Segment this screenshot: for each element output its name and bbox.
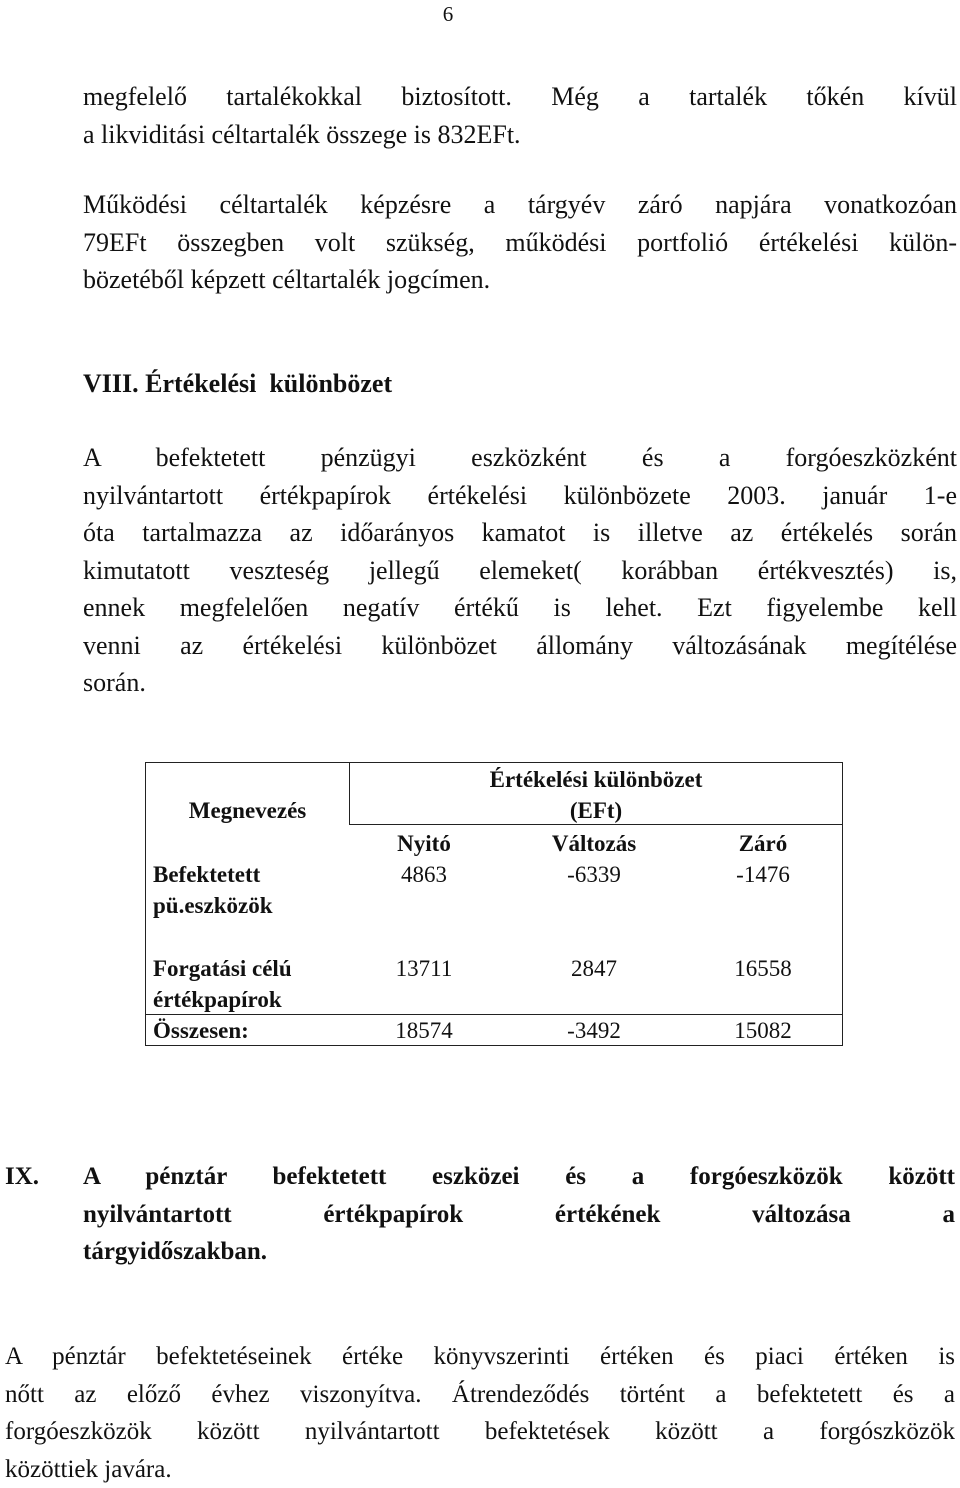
section-heading-ix (83, 1158, 955, 1271)
table-divider (349, 824, 842, 825)
column-header-change: Változás (511, 831, 677, 857)
section-number-ix: IX. (5, 1158, 75, 1196)
table-cell: 13711 (361, 956, 487, 982)
text-line: A pénztár befektetéseinek értéke könyvszerinti értéken és piaci értéken is (5, 1338, 955, 1376)
text-line: nyilvántartott értékpapírok értékelési különbözete 2003. január 1-e (83, 477, 957, 515)
section-title: Értékelési különbözet (145, 369, 392, 398)
table-cell: 18574 (361, 1018, 487, 1044)
table-divider (146, 1014, 842, 1015)
text-line: a likviditási céltartalék összege is 832EFt. (83, 116, 957, 154)
table-cell: -1476 (688, 862, 838, 888)
text-line: venni az értékelési különbözet állomány változásának megítélése (83, 627, 957, 665)
text-line: kimutatott veszteség jellegű elemeket( korábban értékvesztés) is, (83, 552, 957, 590)
valuation-difference-table (145, 762, 843, 1046)
row-label: Forgatási célú (153, 956, 292, 982)
paragraph-investments (5, 1338, 955, 1488)
heading-line: nyilvántartott értékpapírok értékének változása a (83, 1196, 955, 1234)
column-header-opening: Nyitó (361, 831, 487, 857)
table-cell: 4863 (361, 862, 487, 888)
paragraph-reserves (83, 78, 957, 153)
text-line: A befektetett pénzügyi eszközként és a forgóeszközként (83, 439, 957, 477)
text-line: nőtt az előző évhez viszonyítva. Átrendeződés történt a befektetett és a (5, 1376, 955, 1414)
table-cell: 16558 (688, 956, 838, 982)
text-line: bözetéből képzett céltartalék jogcímen. (83, 261, 957, 299)
total-label: Összesen: (153, 1018, 249, 1044)
row-label: pü.eszközök (153, 893, 273, 919)
table-cell: 15082 (688, 1018, 838, 1044)
text-line: megfelelő tartalékokkal biztosított. Még a tartalék tőkén kívül (83, 78, 957, 116)
page-number: 6 (0, 2, 896, 27)
text-line: közöttiek javára. (5, 1451, 955, 1488)
section-number: VIII. (83, 369, 139, 398)
column-group-header: Értékelési különbözet (349, 767, 843, 793)
section-heading-viii (83, 369, 392, 399)
column-header-name: Megnevezés (146, 798, 349, 824)
column-header-closing: Záró (688, 831, 838, 857)
row-label: Befektetett (153, 862, 260, 888)
heading-line: A pénztár befektetett eszközei és a forgóeszközök között (83, 1158, 955, 1196)
column-group-unit: (EFt) (349, 798, 843, 824)
text-line: ennek megfelelően negatív értékű is lehet. Ezt figyelembe kell (83, 589, 957, 627)
table-cell: -3492 (511, 1018, 677, 1044)
row-label: értékpapírok (153, 987, 282, 1013)
text-line: forgóeszközök között nyilvántartott befektetések között a forgószközök (5, 1413, 955, 1451)
text-line: során. (83, 664, 957, 702)
table-cell: 2847 (511, 956, 677, 982)
heading-line: tárgyidőszakban. (83, 1233, 955, 1271)
text-line: 79EFt összegben volt szükség, működési portfolió értékelési külön- (83, 224, 957, 262)
paragraph-valuation-difference (83, 439, 957, 702)
paragraph-operating-reserve (83, 186, 957, 299)
table-cell: -6339 (511, 862, 677, 888)
text-line: Működési céltartalék képzésre a tárgyév záró napjára vonatkozóan (83, 186, 957, 224)
text-line: óta tartalmazza az időarányos kamatot is illetve az értékelés során (83, 514, 957, 552)
